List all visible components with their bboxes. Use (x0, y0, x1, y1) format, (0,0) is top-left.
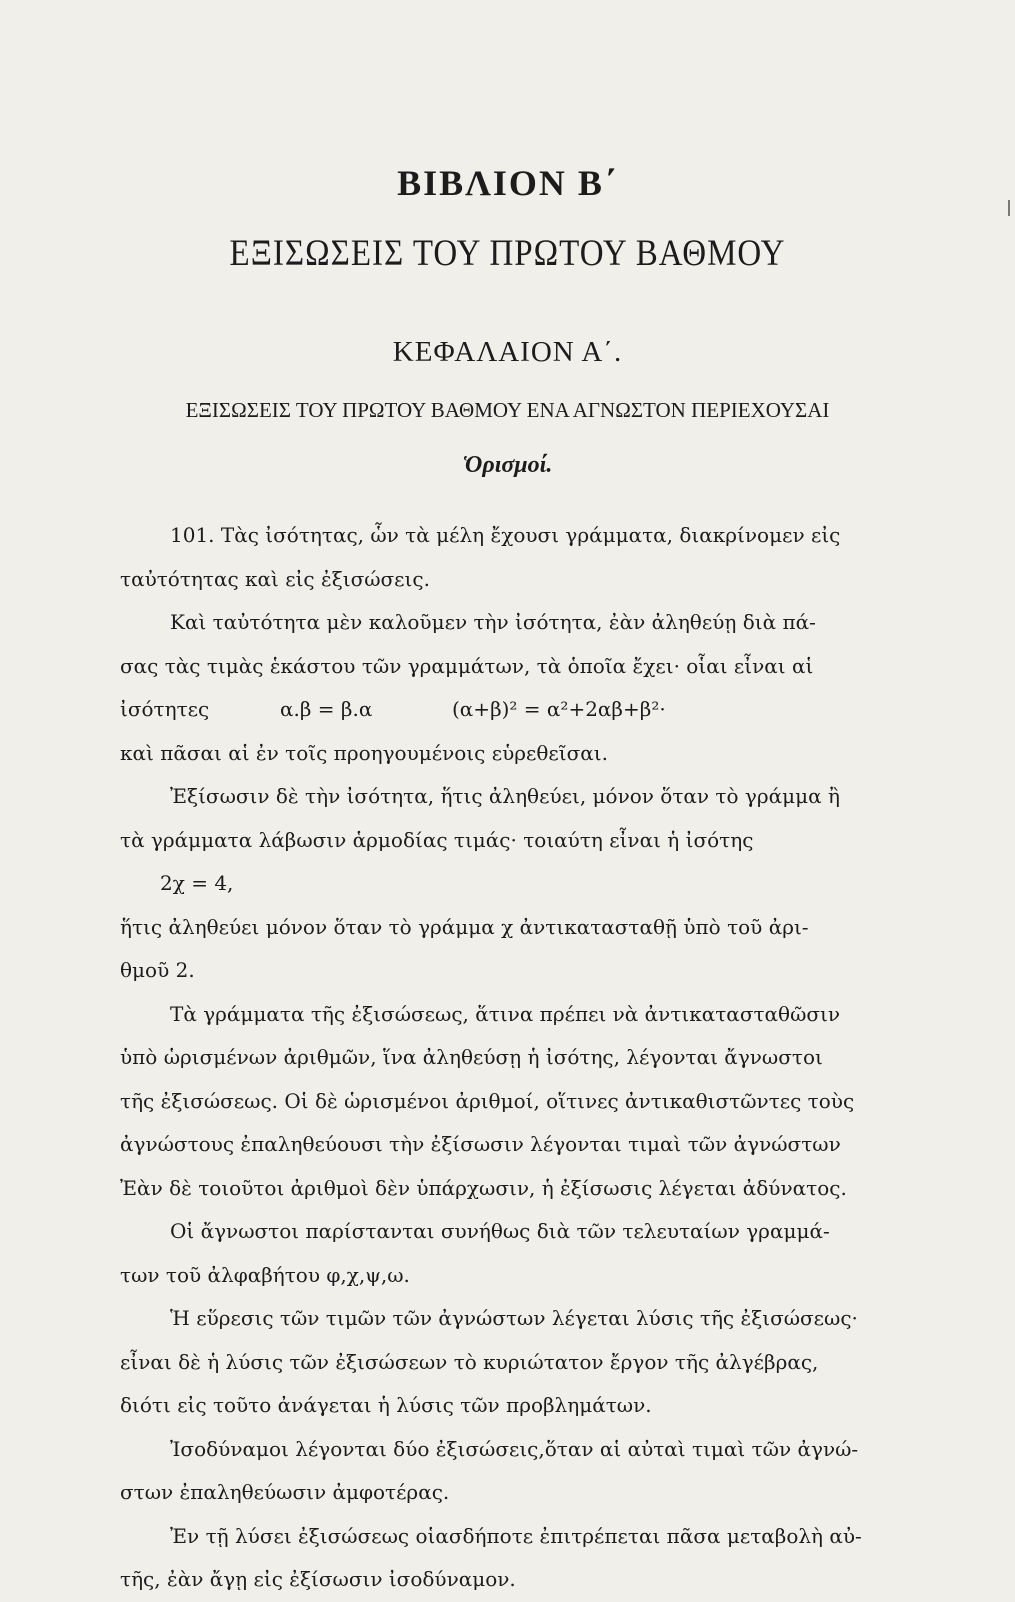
formula-commutative: α.β = β.α (280, 697, 373, 721)
text-line: εἶναι δὲ ἡ λύσις τῶν ἐξισώσεων τὸ κυριώτατον ἔργον τῆς ἀλγέβρας, (120, 1349, 819, 1374)
paragraph-unknowns (120, 993, 935, 1211)
text-line: Ἰσοδύναμοι λέγονται δύο ἐξισώσεις,ὅταν αἱ αὐταὶ τιμαὶ τῶν ἀγνώ- (170, 1436, 859, 1461)
text-line: Ἐὰν δὲ τοιοῦτοι ἀριθμοὶ δὲν ὑπάρχωσιν, ἡ ἐξίσωσις λέγεται ἀδύνατος. (120, 1175, 847, 1200)
text-line: τῆς, ἐὰν ἄγῃ εἰς ἐξίσωσιν ἰσοδύναμον. (120, 1567, 516, 1591)
text-line: ἥτις ἀληθεύει μόνον ὅταν τὸ γράμμα χ ἀντικατασταθῇ ὑπὸ τοῦ ἀρι- (120, 914, 809, 939)
paragraph-101 (120, 514, 935, 601)
text-line: τὰ γράμματα λάβωσιν ἁρμοδίας τιμάς· τοιαύτη εἶναι ἡ ἰσότης (120, 827, 754, 852)
text-line: 101. Τὰς ἰσότητας, ὧν τὰ μέλη ἔχουσι γράμματα, διακρίνομεν εἰς (170, 523, 841, 547)
text-line: στων ἐπαληθεύωσιν ἀμφοτέρας. (120, 1480, 450, 1504)
paragraph-solution (120, 1297, 935, 1428)
text-line: τῆς ἐξισώσεως. Οἱ δὲ ὡρισμένοι ἀριθμοί, οἵτινες ἀντικαθιστῶντες τοὺς (120, 1088, 855, 1113)
text-line: διότι εἰς τοῦτο ἀνάγεται ἡ λύσις τῶν προβλημάτων. (120, 1393, 652, 1417)
section-heading: Ὁρισμοί. (462, 452, 553, 478)
text-line: ταὐτότητας καὶ εἰς ἐξισώσεις. (120, 566, 430, 591)
body-text (120, 514, 935, 1602)
text-line: Ἐξίσωσιν δὲ τὴν ἰσότητα, ἥτις ἀληθεύει, μόνον ὅταν τὸ γράμμα ἢ (170, 784, 840, 808)
text-line: Καὶ ταὐτότητα μὲν καλοῦμεν τὴν ἰσότητα, ἐὰν ἀληθεύῃ διὰ πά- (170, 610, 816, 634)
text-line: θμοῦ 2. (120, 958, 195, 982)
equation-example: 2χ = 4, (160, 871, 234, 895)
text-line: Ἡ εὕρεσις τῶν τιμῶν τῶν ἀγνώστων λέγεται λύσις τῆς ἐξισώσεως· (170, 1306, 858, 1330)
text-line: ὑπὸ ὡρισμένων ἀριθμῶν, ἵνα ἀληθεύσῃ ἡ ἰσότης, λέγονται ἄγνωστοι (120, 1045, 823, 1069)
paragraph-equation (120, 775, 935, 993)
text-line: ἀγνώστους ἐπαληθεύουσι τὴν ἐξίσωσιν λέγονται τιμαὶ τῶν ἀγνώστων (120, 1132, 841, 1156)
text-line: Οἱ ἄγνωστοι παρίστανται συνήθως διὰ τῶν τελευταίων γραμμά- (170, 1219, 830, 1243)
chapter-heading: ΚΕΦΑΛΑΙΟΝ Α΄. (392, 336, 623, 368)
paragraph-notation (120, 1210, 935, 1297)
chapter-subtitle: ΕΞΙΣΩΣΕΙΣ ΤΟΥ ΠΡΩΤΟΥ ΒΑΘΜΟΥ ΕΝΑ ΑΓΝΩΣΤΟΝ ΠΕΡΙΕΧΟΥΣΑΙ (185, 398, 830, 422)
book-heading: ΒΙΒΛΙΟΝ Β΄ (397, 163, 618, 203)
text-line: καὶ πᾶσαι αἱ ἐν τοῖς προηγουμένοις εὑρεθεῖσαι. (120, 740, 608, 765)
part-title: ΕΞΙΣΩΣΕΙΣ ΤΟΥ ΠΡΩΤΟΥ ΒΑΘΜΟΥ (229, 233, 786, 275)
text-line: Ἐν τῇ λύσει ἐξισώσεως οἱασδήποτε ἐπιτρέπεται πᾶσα μεταβολὴ αὐ- (170, 1523, 862, 1548)
text-line: σας τὰς τιμὰς ἑκάστου τῶν γραμμάτων, τὰ ὁποῖα ἔχει· οἷαι εἶναι αἱ (120, 653, 814, 678)
formula-square: (α+β)² = α²+2αβ+β²· (452, 697, 666, 721)
paragraph-equivalent (120, 1428, 935, 1515)
paragraph-identity (120, 601, 935, 775)
text-line: Τὰ γράμματα τῆς ἐξισώσεως, ἅτινα πρέπει νὰ ἀντικατασταθῶσιν (170, 1001, 841, 1026)
text-line: των τοῦ ἀλφαβήτου φ,χ,ψ,ω. (120, 1262, 410, 1287)
identities-line (120, 688, 935, 732)
identities-label: ἰσότητες (120, 697, 210, 721)
paragraph-transformations (120, 1515, 935, 1602)
